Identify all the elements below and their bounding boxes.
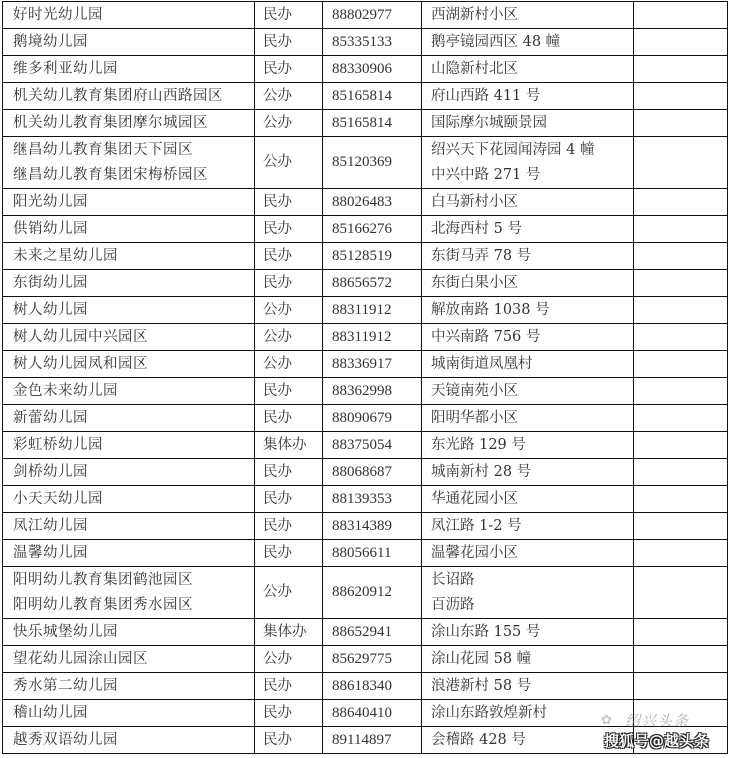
kindergarten-name-cell-line: 机关幼儿教育集团摩尔城园区 [13, 115, 208, 131]
kindergarten-name-cell-line: 树人幼儿园 [13, 302, 88, 318]
ownership-type-cell: 民办 [255, 189, 323, 216]
address-cell-line: 长诏路 [431, 571, 475, 588]
kindergarten-name-cell-line: 阳明幼儿教育集团鹤池园区 [13, 571, 193, 588]
kindergarten-name-cell-line: 秀水第二幼儿园 [13, 678, 118, 694]
address-cell [422, 324, 634, 351]
address-cell [422, 137, 634, 189]
table-row [3, 727, 728, 754]
kindergarten-name-cell-line: 供销幼儿园 [13, 221, 88, 237]
table-row [3, 189, 728, 216]
kindergarten-name-cell [3, 297, 255, 324]
phone-number-cell: 88330906 [323, 56, 422, 83]
phone-number-cell: 88652941 [323, 619, 422, 646]
empty-cell [634, 700, 728, 727]
ownership-type-cell: 民办 [255, 700, 323, 727]
phone-number-cell: 85629775 [323, 646, 422, 673]
empty-cell [634, 540, 728, 567]
ownership-type-cell: 民办 [255, 216, 323, 243]
ownership-type-cell: 公办 [255, 351, 323, 378]
ownership-type-cell: 民办 [255, 459, 323, 486]
empty-cell [634, 673, 728, 700]
ownership-type-cell: 民办 [255, 56, 323, 83]
address-cell [422, 56, 634, 83]
address-cell [422, 646, 634, 673]
table-row [3, 29, 728, 56]
empty-cell [634, 243, 728, 270]
empty-cell [634, 646, 728, 673]
address-cell-line: 涂山东路敦煌新村 [431, 705, 547, 721]
phone-number-cell: 88139353 [323, 486, 422, 513]
kindergarten-name-cell-line: 未来之星幼儿园 [13, 248, 118, 264]
address-cell [422, 29, 634, 56]
table-row [3, 2, 728, 29]
empty-cell [634, 189, 728, 216]
phone-number-cell: 88311912 [323, 324, 422, 351]
address-cell-line: 浪港新村 58 号 [431, 678, 532, 694]
empty-cell [634, 270, 728, 297]
kindergarten-name-cell [3, 646, 255, 673]
kindergarten-name-cell [3, 619, 255, 646]
kindergarten-name-cell [3, 700, 255, 727]
kindergarten-name-cell [3, 243, 255, 270]
ownership-type-cell: 民办 [255, 513, 323, 540]
kindergarten-name-cell [3, 83, 255, 110]
phone-number-cell: 88362998 [323, 378, 422, 405]
phone-number-cell: 89114897 [323, 727, 422, 754]
phone-number-cell: 88314389 [323, 513, 422, 540]
phone-number-cell: 88056611 [323, 540, 422, 567]
kindergarten-name-cell-line: 继昌幼儿教育集团宋梅桥园区 [13, 166, 208, 183]
table-row [3, 540, 728, 567]
kindergarten-name-cell [3, 673, 255, 700]
address-cell [422, 110, 634, 137]
table-row [3, 243, 728, 270]
kindergarten-name-cell-line: 望花幼儿园涂山园区 [13, 651, 148, 667]
kindergarten-name-cell [3, 137, 255, 189]
kindergarten-name-cell-line: 继昌幼儿教育集团天下园区 [13, 141, 193, 158]
empty-cell [634, 56, 728, 83]
table-row [3, 110, 728, 137]
kindergarten-name-cell [3, 432, 255, 459]
address-cell [422, 270, 634, 297]
ownership-type-cell: 民办 [255, 378, 323, 405]
kindergarten-name-cell [3, 2, 255, 29]
address-cell-line: 温馨花园小区 [431, 545, 518, 561]
ownership-type-cell: 公办 [255, 646, 323, 673]
phone-number-cell: 88068687 [323, 459, 422, 486]
kindergarten-name-cell [3, 459, 255, 486]
address-cell [422, 351, 634, 378]
phone-number-cell: 88620912 [323, 567, 422, 619]
empty-cell [634, 567, 728, 619]
address-cell-line: 东街白果小区 [431, 275, 518, 291]
kindergarten-name-cell [3, 513, 255, 540]
kindergarten-name-cell-line: 鹅境幼儿园 [13, 34, 88, 50]
address-cell-line: 城南街道凤凰村 [431, 356, 533, 372]
table-row [3, 459, 728, 486]
table-row [3, 646, 728, 673]
ownership-type-cell: 公办 [255, 137, 323, 189]
ownership-type-cell: 民办 [255, 243, 323, 270]
phone-number-cell: 85335133 [323, 29, 422, 56]
table-row [3, 56, 728, 83]
phone-number-cell: 85165814 [323, 110, 422, 137]
kindergarten-name-cell-line: 越秀双语幼儿园 [13, 732, 118, 748]
table-row [3, 137, 728, 189]
kindergarten-name-cell-line: 凤江幼儿园 [13, 518, 88, 534]
address-cell [422, 216, 634, 243]
address-cell [422, 513, 634, 540]
ownership-type-cell: 民办 [255, 540, 323, 567]
ownership-type-cell: 集体办 [255, 619, 323, 646]
kindergarten-name-cell [3, 270, 255, 297]
phone-number-cell: 88802977 [323, 2, 422, 29]
address-cell-line: 百沥路 [431, 596, 475, 613]
address-cell [422, 189, 634, 216]
empty-cell [634, 378, 728, 405]
empty-cell [634, 2, 728, 29]
ownership-type-cell: 公办 [255, 83, 323, 110]
kindergarten-name-cell-line: 好时光幼儿园 [13, 7, 103, 23]
address-cell [422, 2, 634, 29]
address-cell-line: 华通花园小区 [431, 491, 518, 507]
kindergarten-name-cell-line: 新蕾幼儿园 [13, 410, 88, 426]
address-cell-line: 涂山花园 58 幢 [431, 651, 532, 667]
empty-cell [634, 619, 728, 646]
ownership-type-cell: 民办 [255, 673, 323, 700]
address-cell [422, 619, 634, 646]
kindergarten-name-cell [3, 727, 255, 754]
address-cell-line: 西湖新村小区 [431, 7, 518, 23]
address-cell-line: 东光路 129 号 [431, 437, 526, 453]
address-cell [422, 432, 634, 459]
address-cell [422, 567, 634, 619]
empty-cell [634, 459, 728, 486]
ownership-type-cell: 公办 [255, 297, 323, 324]
address-cell-line: 国际摩尔城颐景园 [431, 115, 547, 131]
kindergarten-name-cell-line: 阳光幼儿园 [13, 194, 88, 210]
address-cell-line: 北海西村 5 号 [431, 221, 522, 237]
empty-cell [634, 513, 728, 540]
address-cell-line: 中兴中路 271 号 [431, 166, 541, 183]
kindergarten-table [2, 1, 728, 754]
phone-number-cell: 88656572 [323, 270, 422, 297]
ownership-type-cell: 民办 [255, 270, 323, 297]
weixin-icon: ✿ [601, 713, 612, 728]
empty-cell [634, 110, 728, 137]
address-cell-line: 东街马弄 78 号 [431, 248, 532, 264]
kindergarten-name-cell-line: 温馨幼儿园 [13, 545, 88, 561]
empty-cell [634, 351, 728, 378]
address-cell [422, 378, 634, 405]
phone-number-cell: 88618340 [323, 673, 422, 700]
phone-number-cell: 85166276 [323, 216, 422, 243]
address-cell-line: 中兴南路 756 号 [431, 329, 541, 345]
address-cell [422, 727, 634, 754]
address-cell-line: 鹅亭镜园西区 48 幢 [431, 34, 561, 50]
address-cell [422, 459, 634, 486]
address-cell-line: 阳明华都小区 [431, 410, 518, 426]
kindergarten-name-cell [3, 540, 255, 567]
phone-number-cell: 88090679 [323, 405, 422, 432]
kindergarten-table-container [2, 1, 728, 754]
phone-number-cell: 88375054 [323, 432, 422, 459]
kindergarten-name-cell-line: 机关幼儿教育集团府山西路园区 [13, 88, 223, 104]
table-row [3, 378, 728, 405]
address-cell-line: 城南新村 28 号 [431, 464, 532, 480]
table-row [3, 432, 728, 459]
empty-cell [634, 486, 728, 513]
empty-cell [634, 432, 728, 459]
table-row [3, 700, 728, 727]
ownership-type-cell: 公办 [255, 324, 323, 351]
empty-cell [634, 405, 728, 432]
address-cell-line: 府山西路 411 号 [431, 88, 541, 104]
address-cell-line: 白马新村小区 [431, 194, 518, 210]
kindergarten-name-cell [3, 486, 255, 513]
ownership-type-cell: 公办 [255, 110, 323, 137]
empty-cell [634, 324, 728, 351]
kindergarten-name-cell [3, 405, 255, 432]
ownership-type-cell: 民办 [255, 29, 323, 56]
kindergarten-name-cell-line: 彩虹桥幼儿园 [13, 437, 103, 453]
ownership-type-cell: 公办 [255, 567, 323, 619]
kindergarten-name-cell [3, 110, 255, 137]
ownership-type-cell: 民办 [255, 727, 323, 754]
kindergarten-name-cell-line: 阳明幼儿教育集团秀水园区 [13, 596, 193, 613]
kindergarten-name-cell-line: 快乐城堡幼儿园 [13, 624, 118, 640]
address-cell [422, 83, 634, 110]
address-cell-line: 天镜南苑小区 [431, 383, 518, 399]
address-cell-line: 解放南路 1038 号 [431, 302, 550, 318]
kindergarten-name-cell [3, 189, 255, 216]
kindergarten-name-cell [3, 378, 255, 405]
kindergarten-name-cell-line: 东街幼儿园 [13, 275, 88, 291]
empty-cell [634, 29, 728, 56]
phone-number-cell: 88640410 [323, 700, 422, 727]
table-row [3, 216, 728, 243]
kindergarten-name-cell-line: 稽山幼儿园 [13, 705, 88, 721]
address-cell-line: 凤江路 1-2 号 [431, 518, 522, 534]
kindergarten-name-cell [3, 351, 255, 378]
table-row [3, 486, 728, 513]
table-row [3, 567, 728, 619]
empty-cell [634, 727, 728, 754]
address-cell [422, 540, 634, 567]
watermark-attribution: 搜狐号@越头条 [604, 732, 710, 750]
table-row [3, 513, 728, 540]
table-row [3, 673, 728, 700]
kindergarten-name-cell-line: 树人幼儿园中兴园区 [13, 329, 148, 345]
ownership-type-cell: 民办 [255, 2, 323, 29]
kindergarten-name-cell-line: 小天天幼儿园 [13, 491, 103, 507]
address-cell-line: 会稽路 428 号 [431, 732, 526, 748]
table-row [3, 270, 728, 297]
table-row [3, 405, 728, 432]
ownership-type-cell: 民办 [255, 486, 323, 513]
phone-number-cell: 88311912 [323, 297, 422, 324]
address-cell [422, 243, 634, 270]
address-cell [422, 297, 634, 324]
address-cell [422, 700, 634, 727]
address-cell [422, 405, 634, 432]
kindergarten-name-cell-line: 金色未来幼儿园 [13, 383, 118, 399]
ownership-type-cell: 民办 [255, 405, 323, 432]
phone-number-cell: 88026483 [323, 189, 422, 216]
watermark-source: 绍兴头条 [625, 712, 690, 730]
phone-number-cell: 88336917 [323, 351, 422, 378]
table-row [3, 83, 728, 110]
empty-cell [634, 297, 728, 324]
ownership-type-cell: 集体办 [255, 432, 323, 459]
empty-cell [634, 83, 728, 110]
table-row [3, 351, 728, 378]
empty-cell [634, 216, 728, 243]
table-row [3, 324, 728, 351]
phone-number-cell: 85128519 [323, 243, 422, 270]
table-row [3, 297, 728, 324]
phone-number-cell: 85120369 [323, 137, 422, 189]
kindergarten-name-cell [3, 56, 255, 83]
kindergarten-name-cell-line: 维多利亚幼儿园 [13, 61, 118, 77]
address-cell-line: 涂山东路 155 号 [431, 624, 541, 640]
table-body [3, 2, 728, 754]
address-cell [422, 673, 634, 700]
kindergarten-name-cell [3, 324, 255, 351]
kindergarten-name-cell [3, 29, 255, 56]
phone-number-cell: 85165814 [323, 83, 422, 110]
empty-cell [634, 137, 728, 189]
table-row [3, 619, 728, 646]
kindergarten-name-cell-line: 剑桥幼儿园 [13, 464, 88, 480]
address-cell-line: 绍兴天下花园闻涛园 4 幢 [431, 141, 595, 158]
kindergarten-name-cell-line: 树人幼儿园凤和园区 [13, 356, 148, 372]
kindergarten-name-cell [3, 567, 255, 619]
address-cell-line: 山隐新村北区 [431, 61, 518, 77]
kindergarten-name-cell [3, 216, 255, 243]
address-cell [422, 486, 634, 513]
